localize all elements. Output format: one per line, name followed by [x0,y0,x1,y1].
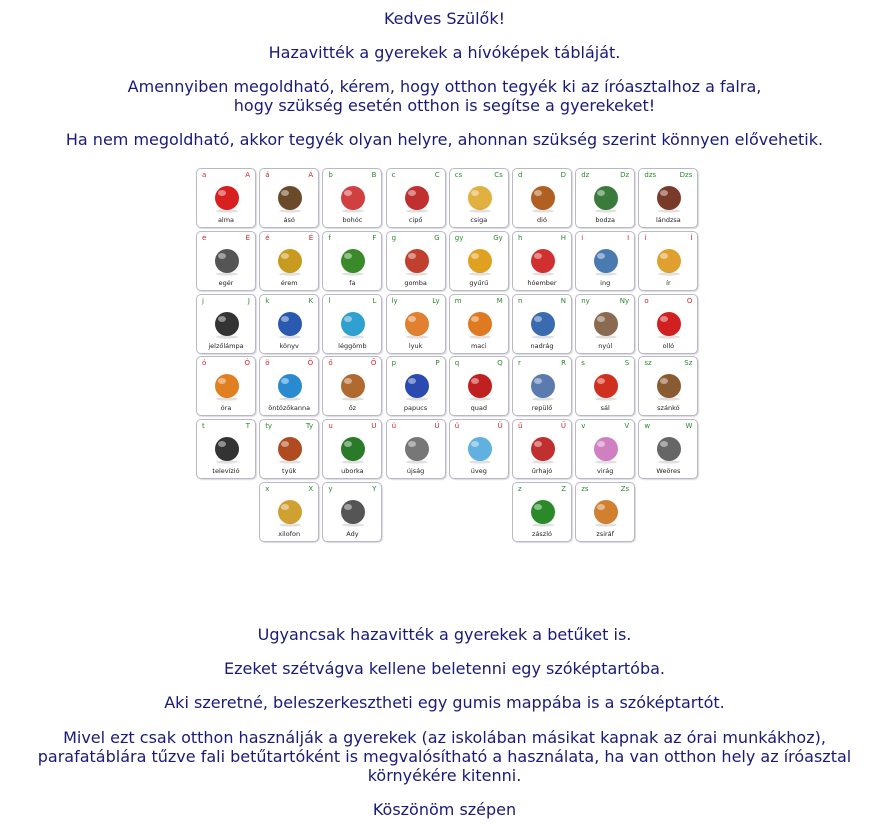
letter-card [638,231,698,291]
lowercase-letter: e [202,233,207,242]
tree-icon [333,243,373,277]
card-word: jelzőlámpa [208,341,244,350]
slippers-icon [397,368,437,402]
letter-card [259,356,319,416]
letter-card [449,231,509,291]
letter-card [259,482,319,542]
ring-icon [460,243,500,277]
outro-line-1: Ugyancsak hazavitték a gyerekek a betűket is. [257,625,632,644]
lowercase-letter: í [644,233,647,242]
letter-card [449,294,509,354]
uppercase-letter: Á [308,171,314,179]
letter-card [512,294,572,354]
lowercase-letter: h [518,233,523,242]
card-word: sál [600,404,610,413]
uppercase-letter: Dzs [679,171,693,179]
uppercase-letter: T [245,422,250,431]
card-word: gyűrű [469,278,489,287]
lowercase-letter: zs [581,485,589,493]
card-word: léggömb [338,341,367,350]
hen-icon [270,431,310,465]
uppercase-letter: Í [690,233,693,242]
uppercase-letter: W [685,422,693,431]
lowercase-letter: q [454,359,460,368]
spear-icon [649,180,689,214]
lowercase-letter: w [644,422,651,431]
snail-icon [460,180,500,214]
writing-girl-icon [649,243,689,277]
walnut-icon [523,180,563,214]
card-word: nyúl [598,341,613,350]
uppercase-letter: Ó [244,359,250,368]
scissors-icon [649,306,689,340]
uppercase-letter: O [686,296,693,305]
lowercase-letter: l [328,296,331,305]
outro-line-4b: parafatáblára tűzve fali betűtartóként is megvalósítható a használata, ha van otthon hely az íróasztal [37,747,852,766]
card-word: érem [280,278,298,287]
clock-icon [207,368,247,402]
mouse-icon [207,243,247,277]
deer-icon [333,368,373,402]
television-icon [207,431,247,465]
lowercase-letter: t [202,422,205,431]
letter-card [449,419,509,479]
card-word: nadrág [530,341,554,350]
letter-card [196,294,256,354]
uppercase-letter: V [624,422,630,431]
letter-card [575,356,635,416]
letter-card [322,482,382,542]
uppercase-letter: I [627,233,630,242]
snowman-icon [523,243,563,277]
lowercase-letter: ly [391,296,398,305]
letter-card [386,294,446,354]
card-word: könyv [279,341,299,350]
uppercase-letter: Sz [684,359,693,368]
letter-card [322,356,382,416]
clown-icon [333,180,373,214]
rabbit-icon [586,306,626,340]
lowercase-letter: ty [265,422,273,431]
card-word: cipő [408,216,423,224]
uppercase-letter: M [496,296,503,305]
card-word: zászló [532,530,552,538]
lowercase-letter: n [518,296,523,305]
card-word: Weöres [656,467,681,476]
uppercase-letter: F [372,233,377,242]
uppercase-letter: Ő [370,359,377,368]
newspaper-icon [397,431,437,465]
uppercase-letter: Ű [560,422,566,431]
trousers-icon [523,306,563,340]
scarf-icon [586,368,626,402]
elderberry-icon [586,180,626,214]
watering-can-icon [270,368,310,402]
card-word: virág [596,467,614,476]
card-word: quad [470,404,487,413]
lowercase-letter: p [391,359,397,368]
uppercase-letter: J [247,296,250,305]
uppercase-letter: N [560,296,566,305]
lowercase-letter: g [391,233,397,242]
outro-line-4a: Mivel ezt csak otthon használják a gyerekek (az iskolában másikat kapnak az órai munkákhoz), [63,728,826,747]
letter-card [259,294,319,354]
letter-picture-chart [188,162,698,554]
letter-card [386,356,446,416]
letter-card [322,419,382,479]
lowercase-letter: r [518,359,521,368]
card-word: papucs [403,404,428,413]
balloon-icon [333,306,373,340]
uppercase-letter: S [624,359,630,368]
uppercase-letter: L [372,296,377,305]
card-word: gomba [404,278,427,287]
lowercase-letter: y [328,485,333,493]
giraffe-icon [586,494,626,528]
shoe-icon [397,180,437,214]
portrait-icon [649,431,689,465]
letter-card [575,168,635,228]
uppercase-letter: Z [561,485,566,493]
lowercase-letter: dzs [644,171,657,179]
outro-line-2: Ezeket szétvágva kellene beletenni egy szóképtartóba. [224,659,665,678]
jar-icon [460,431,500,465]
letter-card [386,231,446,291]
intro-line-2b: hogy szükség esetén otthon is segítse a gyerekeket! [233,96,656,115]
uppercase-letter: R [561,359,566,368]
uppercase-letter: Ö [307,359,314,368]
letter-card [512,168,572,228]
portrait-icon [333,494,373,528]
lowercase-letter: gy [454,233,464,242]
card-word: maci [470,341,487,350]
teddy-bear-icon [460,306,500,340]
card-word: xilofon [278,530,301,538]
card-word: öntözőkanna [268,404,311,413]
card-word: lyuk [408,341,423,350]
lowercase-letter: c [391,171,396,179]
letter-card [638,419,698,479]
card-word: űrhajó [531,467,553,476]
letter-card [638,356,698,416]
letter-card [196,231,256,291]
uppercase-letter: Dz [620,171,630,179]
card-word: újság [406,467,425,476]
lowercase-letter: b [328,171,333,179]
lowercase-letter: cs [454,171,463,179]
lowercase-letter: v [581,422,586,431]
quad-bike-icon [460,368,500,402]
uppercase-letter: G [434,233,440,242]
letter-card [259,231,319,291]
uppercase-letter: Y [372,485,377,493]
xylophone-icon [270,494,310,528]
thanks: Köszönöm szépen [372,800,517,819]
spade-icon [270,180,310,214]
letter-card [575,419,635,479]
uppercase-letter: C [434,171,440,179]
letter-card [259,168,319,228]
lowercase-letter: a [202,171,207,179]
flower-icon [586,431,626,465]
card-word: zsiráf [596,530,614,538]
intro-line-2a: Amennyiben megoldható, kérem, hogy otthon tegyék ki az íróasztalhoz a falra, [127,77,762,96]
letter-card [449,356,509,416]
letter-card [638,168,698,228]
letter-card [512,419,572,479]
card-word: egér [218,278,234,287]
uppercase-letter: Q [497,359,503,368]
flag-icon [523,494,563,528]
letter-card [196,419,256,479]
lowercase-letter: o [644,296,649,305]
letter-card [575,294,635,354]
card-word: hóember [527,278,557,287]
letter-card [386,168,446,228]
lowercase-letter: s [581,359,585,368]
uppercase-letter: Gy [493,233,503,242]
lowercase-letter: á [265,171,270,179]
letter-card [512,231,572,291]
traffic-light-icon [207,306,247,340]
uppercase-letter: Cs [494,171,503,179]
uppercase-letter: D [560,171,566,179]
airplane-icon [523,368,563,402]
letter-card [259,419,319,479]
lowercase-letter: ny [581,296,590,305]
lowercase-letter: ö [265,359,270,368]
lowercase-letter: x [265,485,270,493]
card-word: repülő [531,404,553,413]
space-shuttle-icon [523,431,563,465]
uppercase-letter: Ny [619,296,630,305]
lowercase-letter: i [581,233,584,242]
greeting: Kedves Szülők! [383,9,506,28]
lowercase-letter: j [202,296,204,305]
uppercase-letter: Ty [305,422,314,431]
letter-card [322,168,382,228]
outro-line-3: Aki szeretné, beleszerkesztheti egy gumis mappába is a szóképtartót. [164,693,725,712]
lowercase-letter: ú [391,422,397,431]
book-icon [270,306,310,340]
keyhole-icon [397,306,437,340]
card-word: csiga [470,216,488,224]
lowercase-letter: z [518,485,522,493]
card-word: óra [220,404,232,413]
uppercase-letter: Ly [432,296,440,305]
outro-line-4c: környékére kitenni. [367,766,522,785]
letter-card [449,168,509,228]
uppercase-letter: Ü [497,422,503,431]
uppercase-letter: A [245,171,250,179]
lowercase-letter: k [265,296,270,305]
sled-icon [649,368,689,402]
card-word: lándzsa [655,216,681,224]
card-word: ír [666,278,671,287]
letter-card [575,482,635,542]
card-word: fa [349,278,356,287]
uppercase-letter: P [435,359,440,368]
uppercase-letter: K [308,296,314,305]
uppercase-letter: É [308,233,314,242]
lowercase-letter: ó [202,359,207,368]
card-word: ásó [283,216,295,224]
letter-card [512,482,572,542]
letter-card [575,231,635,291]
card-word: alma [217,216,235,224]
card-word: tyúk [282,467,297,476]
card-word: ing [600,278,611,287]
lowercase-letter: ű [518,422,523,431]
lowercase-letter: m [454,296,462,305]
card-word: Ady [346,530,359,538]
medal-icon [270,243,310,277]
lowercase-letter: d [518,171,523,179]
lowercase-letter: ő [328,359,333,368]
mushroom-icon [397,243,437,277]
uppercase-letter: Ú [434,422,440,431]
card-word: szánkó [657,404,680,413]
letter-card [322,231,382,291]
uppercase-letter: B [371,171,377,179]
lowercase-letter: f [328,233,331,242]
lowercase-letter: u [328,422,333,431]
shirt-icon [586,243,626,277]
card-word: olló [662,341,675,350]
uppercase-letter: Zs [620,485,630,493]
lowercase-letter: sz [644,359,652,368]
card-word: bodza [595,216,615,224]
uppercase-letter: U [371,422,377,431]
card-word: őz [348,404,357,413]
lowercase-letter: é [265,233,270,242]
cucumber-icon [333,431,373,465]
intro-line-3: Ha nem megoldható, akkor tegyék olyan helyre, ahonnan szükség szerint könnyen elővehetik. [65,130,824,149]
letter-card [196,356,256,416]
lowercase-letter: dz [581,171,590,179]
letter-card [196,168,256,228]
card-word: uborka [341,467,364,476]
apple-icon [207,180,247,214]
card-word: üveg [470,467,487,476]
card-word: televízió [212,467,240,476]
uppercase-letter: X [308,485,314,493]
uppercase-letter: E [245,233,250,242]
intro-line-1: Hazavitték a gyerekek a hívóképek tábláját. [268,43,621,62]
letter-card [638,294,698,354]
uppercase-letter: H [560,233,566,242]
letter-card [512,356,572,416]
letter-card [386,419,446,479]
card-word: bohóc [342,216,363,224]
card-word: dió [537,216,547,224]
letter-card [322,294,382,354]
lowercase-letter: ü [454,422,460,431]
